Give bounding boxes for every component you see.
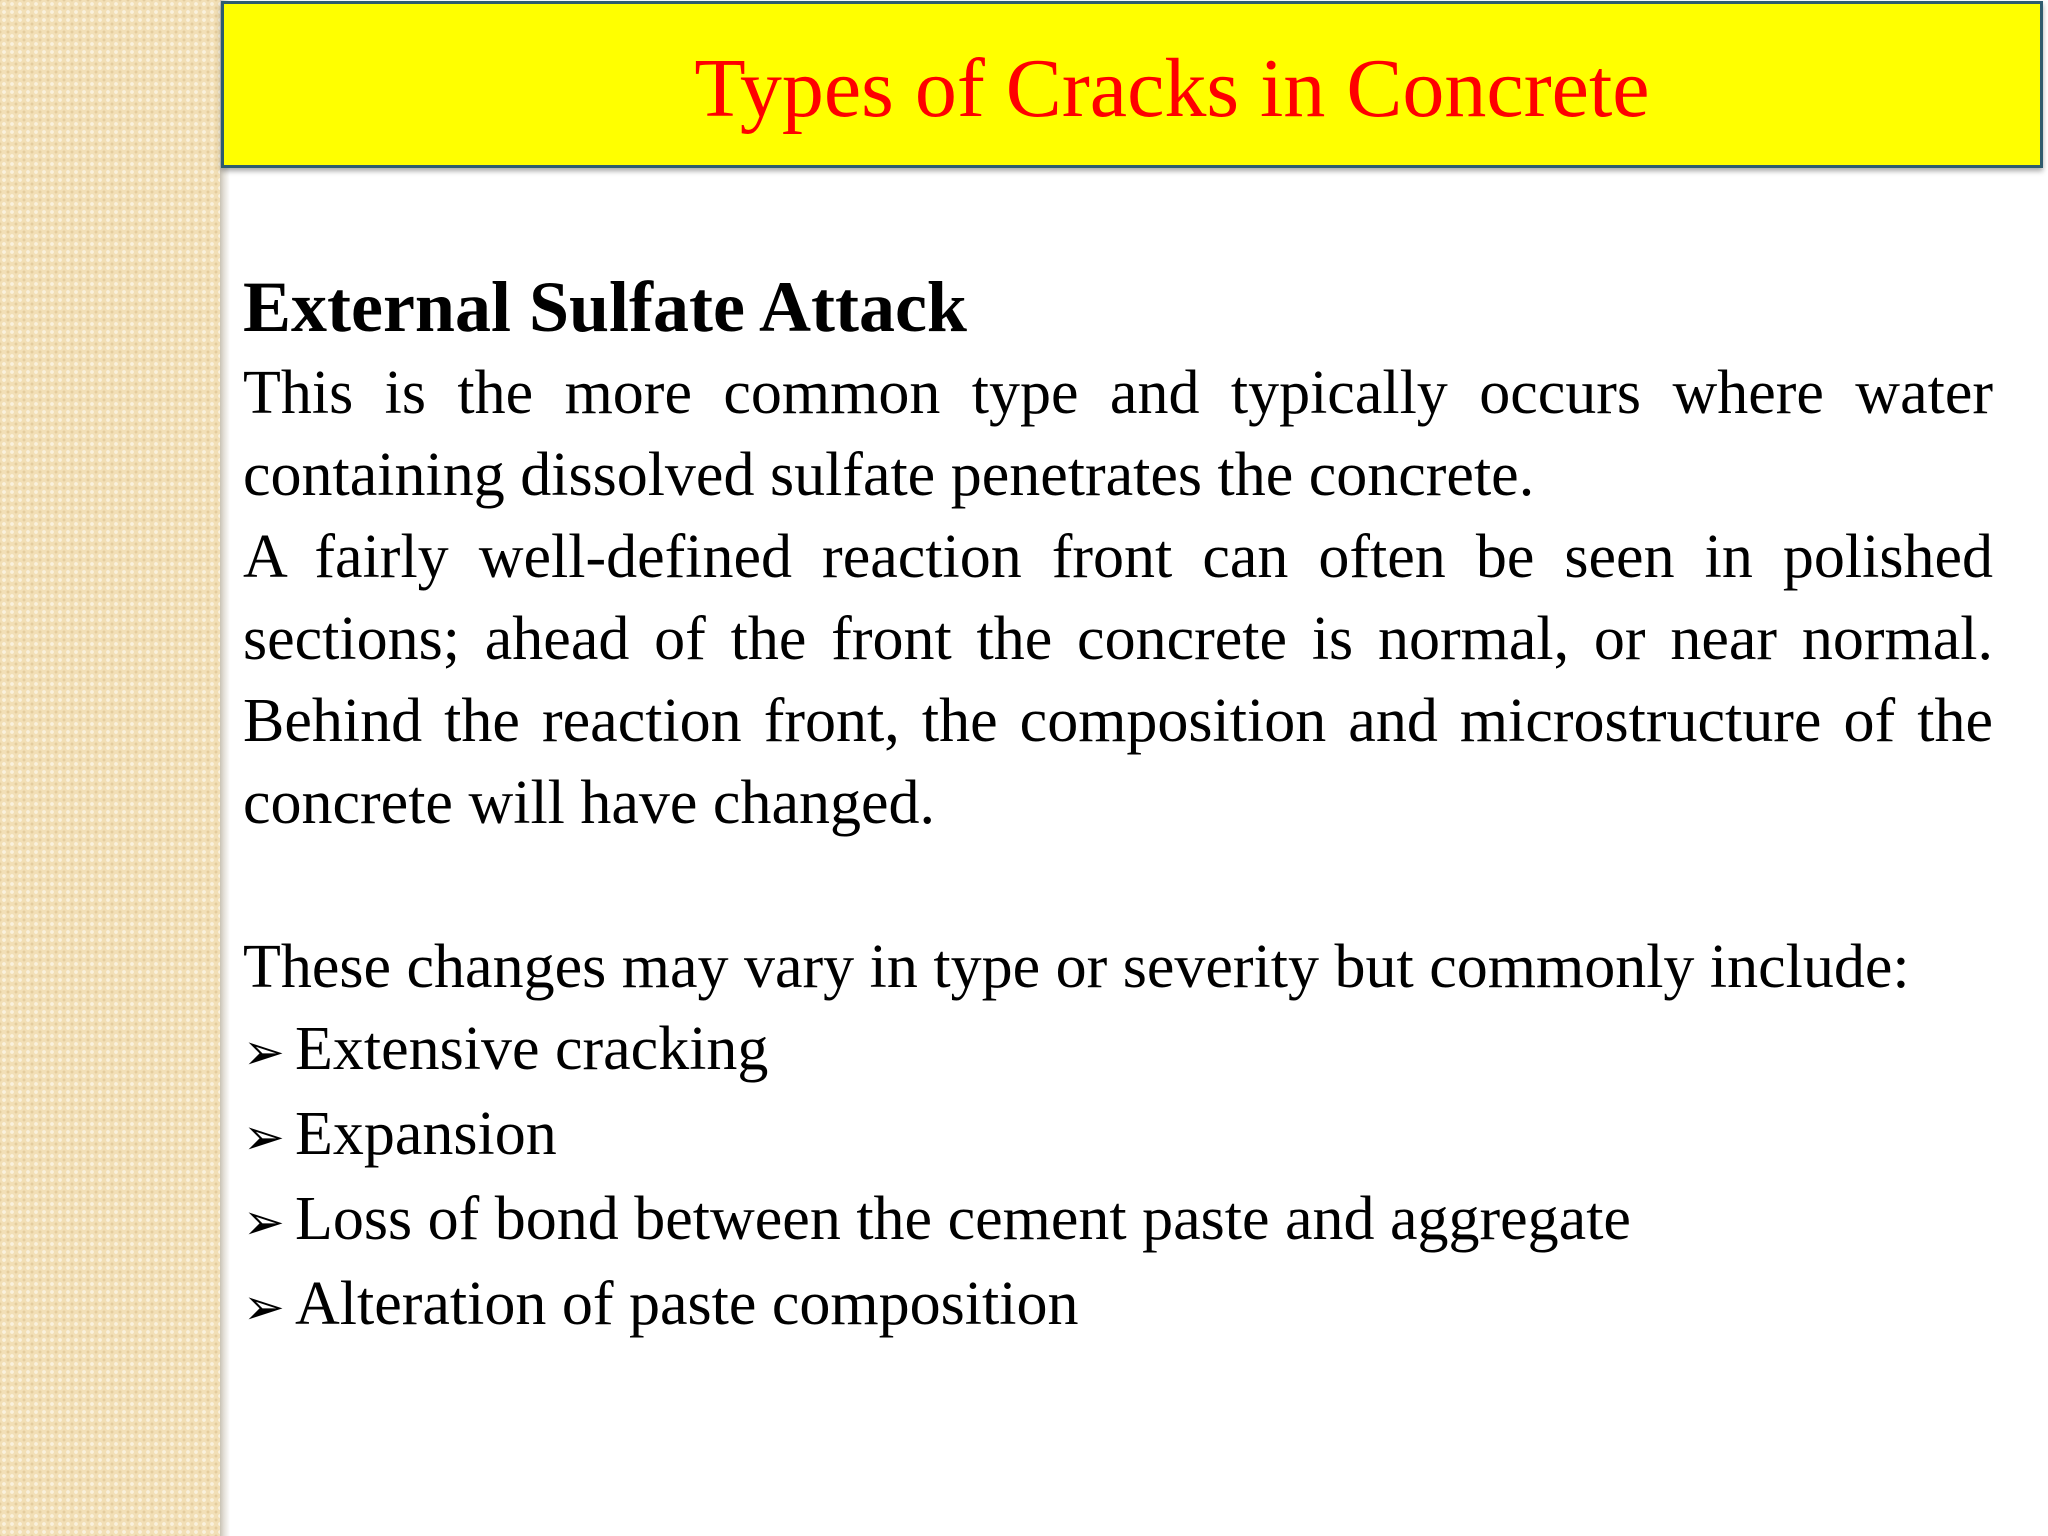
- arrowhead-bullet-icon: ➢: [243, 1279, 285, 1335]
- list-item-text: Loss of bond between the cement paste and aggregate: [295, 1185, 1631, 1253]
- list-item: [243, 1178, 1993, 1263]
- list-item: [243, 1263, 1993, 1348]
- list-item-text: Extensive cracking: [295, 1015, 769, 1083]
- list-item: [243, 1093, 1993, 1178]
- side-panel-shadow: [220, 0, 230, 1536]
- paragraph-spacer: [243, 844, 1993, 926]
- list-item: [243, 1008, 1993, 1093]
- arrowhead-bullet-icon: ➢: [243, 1109, 285, 1165]
- paragraph-changes: These changes may vary in type or severity but commonly include:: [243, 933, 1910, 1001]
- slide-content: [243, 262, 1993, 1348]
- arrowhead-bullet-icon: ➢: [243, 1024, 285, 1080]
- title-banner: [221, 1, 2043, 168]
- paragraph-intro: This is the more common type and typically occurs where water containing dissolved sulfate penetrates the concrete.: [243, 359, 1993, 509]
- decorative-side-panel: [0, 0, 220, 1536]
- list-item-text: Alteration of paste composition: [295, 1270, 1079, 1338]
- section-heading: External Sulfate Attack: [243, 267, 967, 347]
- list-item-text: Expansion: [295, 1100, 557, 1168]
- slide-title: Types of Cracks in Concrete: [694, 42, 1650, 135]
- paragraph-reaction-front: A fairly well-defined reaction front can often be seen in polished sections; ahead of the front the concrete is normal, or near normal. Behind the reaction front, the composition and microstructure of the concrete will have changed.: [243, 523, 1993, 837]
- changes-list: [243, 1008, 1993, 1348]
- arrowhead-bullet-icon: ➢: [243, 1194, 285, 1250]
